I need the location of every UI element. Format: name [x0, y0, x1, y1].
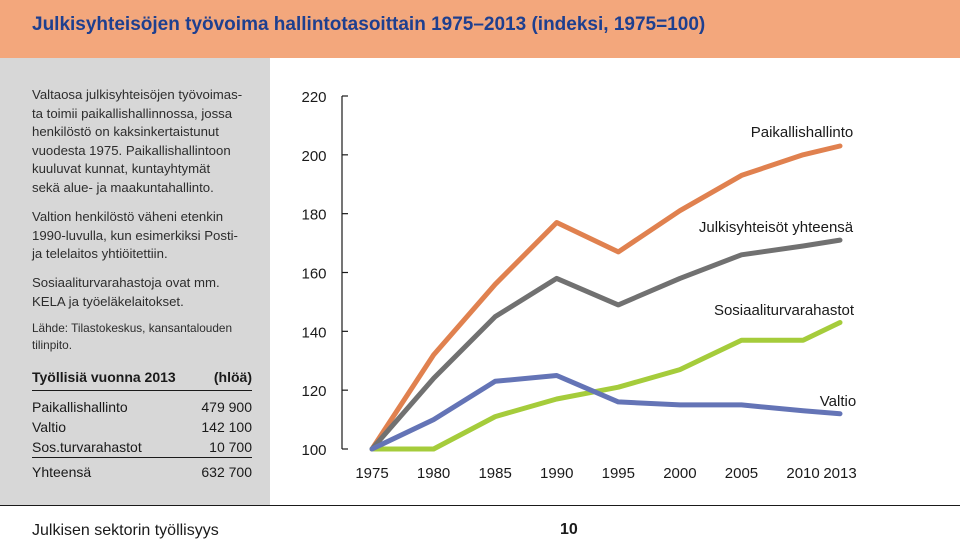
line-chart [270, 58, 960, 505]
series-label: Paikallishallinto [750, 124, 854, 141]
table-row [32, 417, 252, 437]
employment-table-header [32, 369, 252, 391]
x-tick-label: 1995 [601, 465, 636, 482]
text-line: Valtaosa julkisyhteisöjen työvoimas- [32, 87, 243, 102]
x-tick-label: 1985 [478, 465, 512, 482]
footer-title: Julkisen sektorin työllisyys [32, 522, 219, 539]
page-number: 10 [560, 521, 578, 538]
y-tick-label: 200 [301, 147, 327, 165]
footer-divider [0, 505, 960, 506]
x-tick-label: 1975 [355, 465, 389, 482]
series-label: Julkisyhteisöt yhteensä [698, 219, 854, 236]
header-bar [0, 0, 960, 58]
series-line [372, 376, 840, 450]
state-paragraph [32, 208, 264, 264]
text-line: vuodesta 1975. Paikallishallintoon [32, 142, 231, 158]
employment-table [32, 369, 252, 482]
total-value: 632 700 [201, 464, 252, 480]
row-label: Sos.turvarahastot [32, 439, 142, 455]
x-tick-label: 2010 [786, 465, 820, 482]
text-line: KELA ja työeläkelaitokset. [32, 293, 184, 309]
text-line: ta toimii paikallishallinnossa, jossa [32, 105, 233, 121]
table-heading: Työllisiä vuonna 2013 [32, 369, 176, 385]
series-label: Valtio [819, 393, 857, 410]
row-value: 479 900 [201, 399, 252, 415]
table-unit: (hlöä) [213, 369, 252, 385]
x-tick-label: 2005 [724, 465, 759, 482]
x-tick-label: 1990 [540, 465, 574, 482]
y-tick-label: 220 [301, 89, 327, 106]
y-tick-label: 120 [301, 383, 327, 401]
series-label: Sosiaaliturvarahastot [713, 302, 855, 319]
text-line: sekä alue- ja maakuntahallinto. [32, 179, 214, 195]
text-line: kuuluvat kunnat, kuntayhtymät [32, 161, 211, 177]
row-value: 10 700 [209, 439, 252, 455]
text-line: 1990-luvulla, kun esimerkiksi Posti- [32, 227, 238, 243]
x-tick-label: 2000 [663, 465, 697, 482]
row-label: Valtio [32, 419, 66, 435]
text-line: Valtion henkilöstö väheni etenkin [32, 209, 224, 224]
table-total-row [32, 462, 252, 482]
y-tick-label: 180 [301, 206, 327, 224]
row-value: 142 100 [201, 419, 252, 435]
x-tick-label: 2013 [823, 465, 857, 482]
text-line: Lähde: Tilastokeskus, kansantalouden [32, 321, 233, 335]
text-line: ja telelaitos yhtiöitettiin. [32, 246, 168, 262]
text-line: Sosiaaliturvarahastoja ovat mm. [32, 275, 220, 290]
page-title: Julkisyhteisöjen työvoima hallintotasoittain 1975–2013 (indeksi, 1975=100) [32, 14, 706, 35]
text-line: henkilöstö on kaksinkertaistunut [32, 124, 219, 140]
funds-paragraph [32, 274, 264, 311]
table-row [32, 437, 252, 458]
y-tick-label: 140 [301, 324, 327, 342]
row-label: Paikallishallinto [32, 399, 128, 415]
x-tick-label: 1980 [416, 465, 451, 482]
intro-paragraph [32, 86, 264, 198]
table-row [32, 397, 252, 417]
total-label: Yhteensä [32, 464, 92, 480]
source-note [32, 320, 264, 354]
y-tick-label: 100 [301, 442, 327, 459]
text-line: tilinpito. [32, 338, 72, 352]
y-tick-label: 160 [301, 265, 327, 283]
